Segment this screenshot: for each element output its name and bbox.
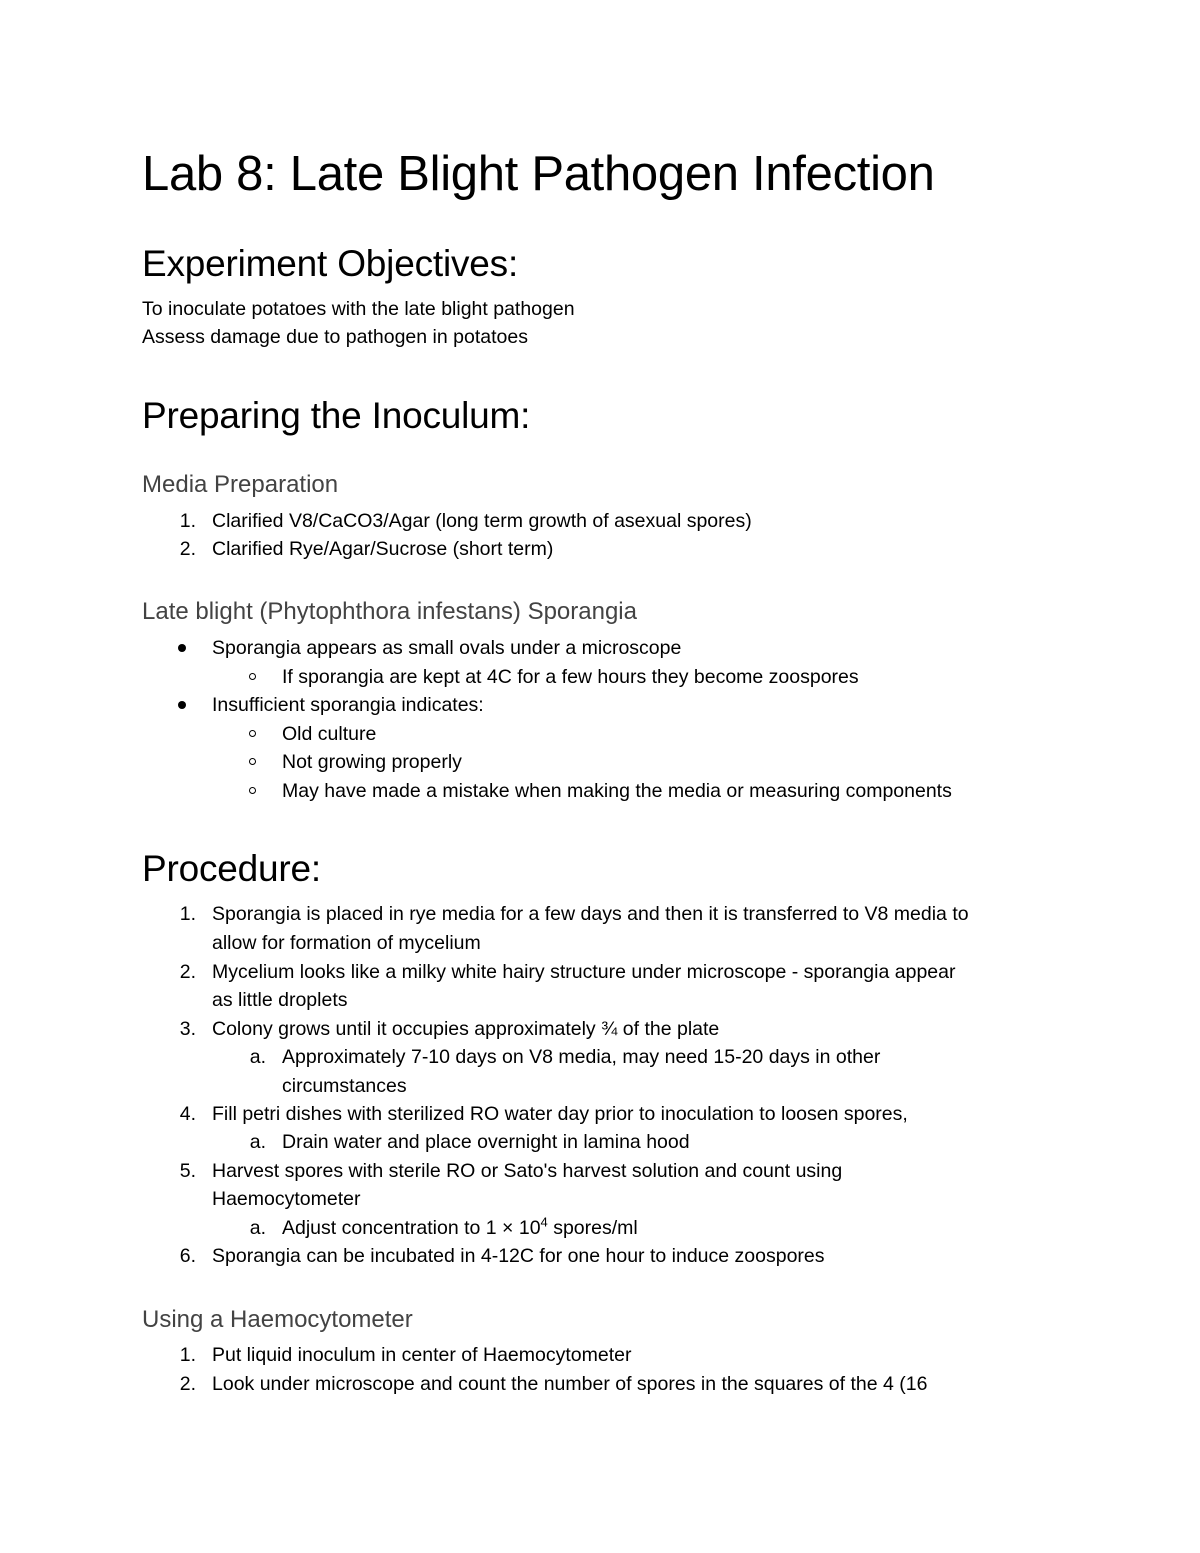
sub-list-item: Old culture	[282, 723, 377, 745]
list-marker: 2.	[179, 538, 196, 560]
hollow-bullet-icon	[249, 787, 256, 794]
list-item: Harvest spores with sterile RO or Sato's harvest solution and count using	[212, 1160, 843, 1182]
document-title: Lab 8: Late Blight Pathogen Infection	[142, 147, 935, 201]
hollow-bullet-icon	[249, 673, 256, 680]
list-item: Insufficient sporangia indicates:	[212, 694, 484, 716]
list-item: Sporangia can be incubated in 4-12C for one hour to induce zoospores	[212, 1245, 825, 1267]
bullet-icon	[178, 701, 186, 709]
hollow-bullet-icon	[249, 758, 256, 765]
sporangia-heading: Late blight (Phytophthora infestans) Sporangia	[142, 598, 637, 625]
list-item: Sporangia is placed in rye media for a few days and then it is transferred to V8 media to	[212, 903, 969, 925]
sub-list-item: May have made a mistake when making the media or measuring components	[282, 780, 952, 802]
objectives-heading: Experiment Objectives:	[142, 243, 519, 284]
list-marker: 1.	[179, 903, 196, 925]
sub-list-item: If sporangia are kept at 4C for a few hours they become zoospores	[282, 666, 859, 688]
concentration-exponent: 4	[540, 1214, 548, 1230]
list-item-continuation: Haemocytometer	[212, 1188, 361, 1210]
list-item: Mycelium looks like a milky white hairy structure under microscope - sporangia appear	[212, 961, 956, 983]
procedure-heading: Procedure:	[142, 848, 321, 889]
sub-list-marker: a.	[249, 1217, 266, 1239]
hollow-bullet-icon	[249, 730, 256, 737]
list-item: Clarified V8/CaCO3/Agar (long term growth of asexual spores)	[212, 510, 752, 532]
sub-list-item-continuation: circumstances	[282, 1075, 407, 1097]
list-marker: 3.	[179, 1018, 196, 1040]
inoculum-heading: Preparing the Inoculum:	[142, 395, 531, 436]
sub-list-item: Approximately 7-10 days on V8 media, may need 15-20 days in other	[282, 1046, 881, 1068]
list-item: Clarified Rye/Agar/Sucrose (short term)	[212, 538, 554, 560]
list-marker: 4.	[179, 1103, 196, 1125]
concentration-suffix: spores/ml	[547, 1217, 638, 1239]
sub-list-item: Drain water and place overnight in lamina hood	[282, 1131, 690, 1153]
list-marker: 1.	[179, 510, 196, 532]
list-item: Sporangia appears as small ovals under a microscope	[212, 637, 682, 659]
media-preparation-heading: Media Preparation	[142, 471, 339, 498]
list-item-continuation: as little droplets	[212, 989, 348, 1011]
list-item: Look under microscope and count the number of spores in the squares of the 4 (16	[212, 1373, 928, 1395]
sub-list-item	[282, 1214, 638, 1243]
objective-line: Assess damage due to pathogen in potatoes	[142, 326, 528, 348]
sub-list-marker: a.	[249, 1131, 266, 1153]
list-item: Fill petri dishes with sterilized RO water day prior to inoculation to loosen spores,	[212, 1103, 908, 1125]
list-marker: 2.	[179, 961, 196, 983]
list-item-continuation: allow for formation of mycelium	[212, 932, 481, 954]
sub-list-marker: a.	[249, 1046, 266, 1068]
list-marker: 2.	[179, 1373, 196, 1395]
list-item: Colony grows until it occupies approximately ¾ of the plate	[212, 1018, 720, 1040]
bullet-icon	[178, 644, 186, 652]
list-item: Put liquid inoculum in center of Haemocytometer	[212, 1344, 632, 1366]
objective-line: To inoculate potatoes with the late blight pathogen	[142, 298, 575, 320]
list-marker: 1.	[179, 1344, 196, 1366]
haemocytometer-heading: Using a Haemocytometer	[142, 1306, 413, 1333]
concentration-prefix: Adjust concentration to 1 × 10	[282, 1217, 541, 1239]
list-marker: 5.	[179, 1160, 196, 1182]
sub-list-item: Not growing properly	[282, 751, 462, 773]
list-marker: 6.	[179, 1245, 196, 1267]
